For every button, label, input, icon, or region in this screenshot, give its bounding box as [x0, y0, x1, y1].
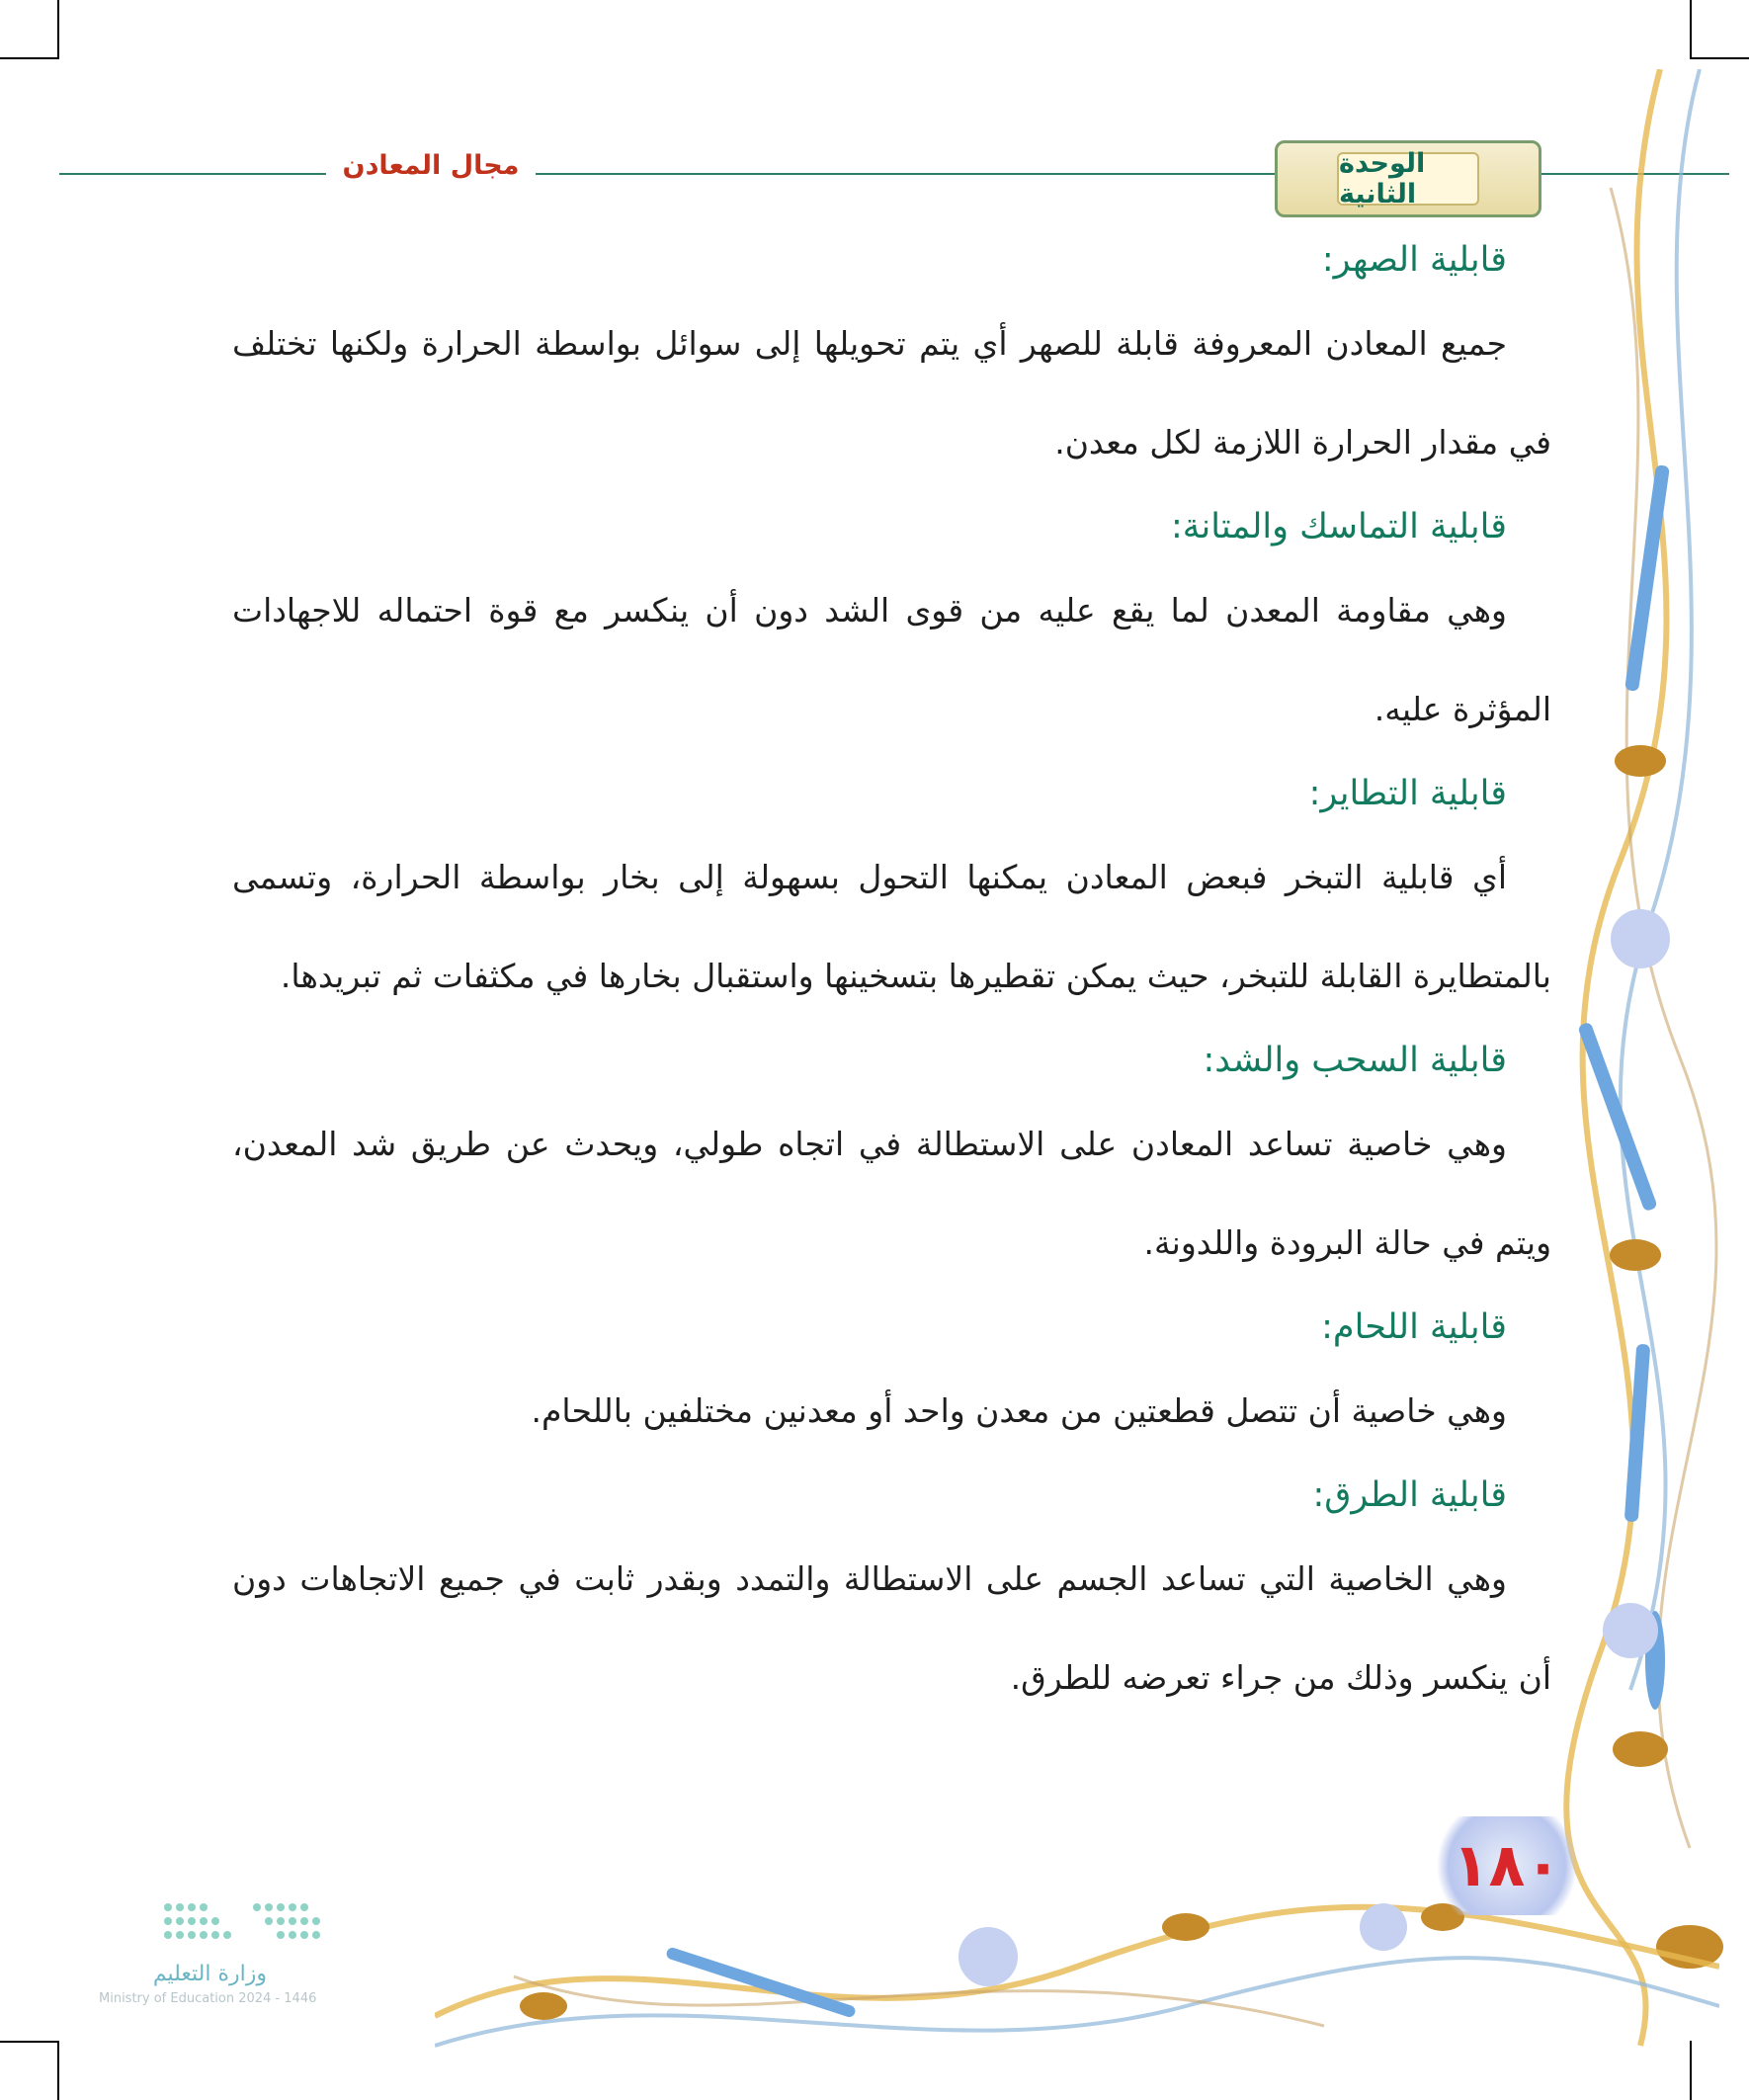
- ministry-logo-icon: [158, 1897, 326, 1957]
- ministry-name-en: [99, 1991, 316, 2006]
- page-number: ١٨٠: [1423, 1816, 1591, 1915]
- section-text-malleability: وهي الخاصية التي تساعد الجسم على الاستطالة والتمدد وبقدر ثابت في جميع الاتجاهات دون أن ينكسر وذلك من جراء تعرضه للطرق.: [232, 1559, 1551, 1697]
- crop-mark: [57, 0, 59, 59]
- unit-label: الوحدة الثانية: [1337, 152, 1479, 206]
- domain-title: مجال المعادن: [326, 150, 536, 181]
- crop-mark: [0, 2041, 59, 2043]
- crop-mark: [57, 2041, 59, 2100]
- ministry-name: وزارة التعليم: [152, 1962, 267, 1986]
- ministry-name-english: Ministry of Education: [99, 1991, 235, 2006]
- section-text-cohesion: وهي مقاومة المعدن لما يقع عليه من قوى الشد دون أن ينكسر مع قوة احتماله للاجهادات المؤثرة عليه.: [232, 591, 1551, 728]
- edition-year: 2024 - 1446: [238, 1991, 317, 2006]
- header-rule-left: [59, 173, 1275, 175]
- section-title-melting: قابلية الصهر:: [1321, 240, 1507, 280]
- section-title-malleability: قابلية الطرق:: [1312, 1475, 1507, 1515]
- crop-mark: [1690, 57, 1749, 59]
- section-text-melting: جميع المعادن المعروفة قابلة للصهر أي يتم تحويلها إلى سوائل بواسطة الحرارة ولكنها تختلف في مقدار الحرارة اللازمة لكل معدن.: [232, 324, 1551, 462]
- section-text-welding: وهي خاصية أن تتصل قطعتين من معدن واحد أو معدنين مختلفين باللحام.: [531, 1391, 1507, 1430]
- section-title-volatility: قابلية التطاير:: [1308, 774, 1507, 813]
- crop-mark: [0, 57, 59, 59]
- section-title-cohesion: قابلية التماسك والمتانة:: [1170, 507, 1507, 546]
- section-text-volatility: أي قابلية التبخر فبعض المعادن يمكنها التحول بسهولة إلى بخار بواسطة الحرارة، وتسمى بالمتطايرة القابلة للتبخر، حيث يمكن تقطيرها بتسخينها واستقبال بخارها في مكثفات ثم تبريدها.: [232, 858, 1551, 995]
- section-title-welding: قابلية اللحام:: [1321, 1307, 1507, 1347]
- unit-badge: [1275, 140, 1541, 217]
- page-content: [232, 225, 1551, 1727]
- decorative-border-icon: [1541, 69, 1749, 2065]
- section-text-ductility: وهي خاصية تساعد المعادن على الاستطالة في اتجاه طولي، ويحدث عن طريق شد المعدن، ويتم في حالة البرودة واللدونة.: [232, 1125, 1551, 1262]
- crop-mark: [1690, 0, 1692, 59]
- section-title-ductility: قابلية السحب والشد:: [1203, 1041, 1507, 1080]
